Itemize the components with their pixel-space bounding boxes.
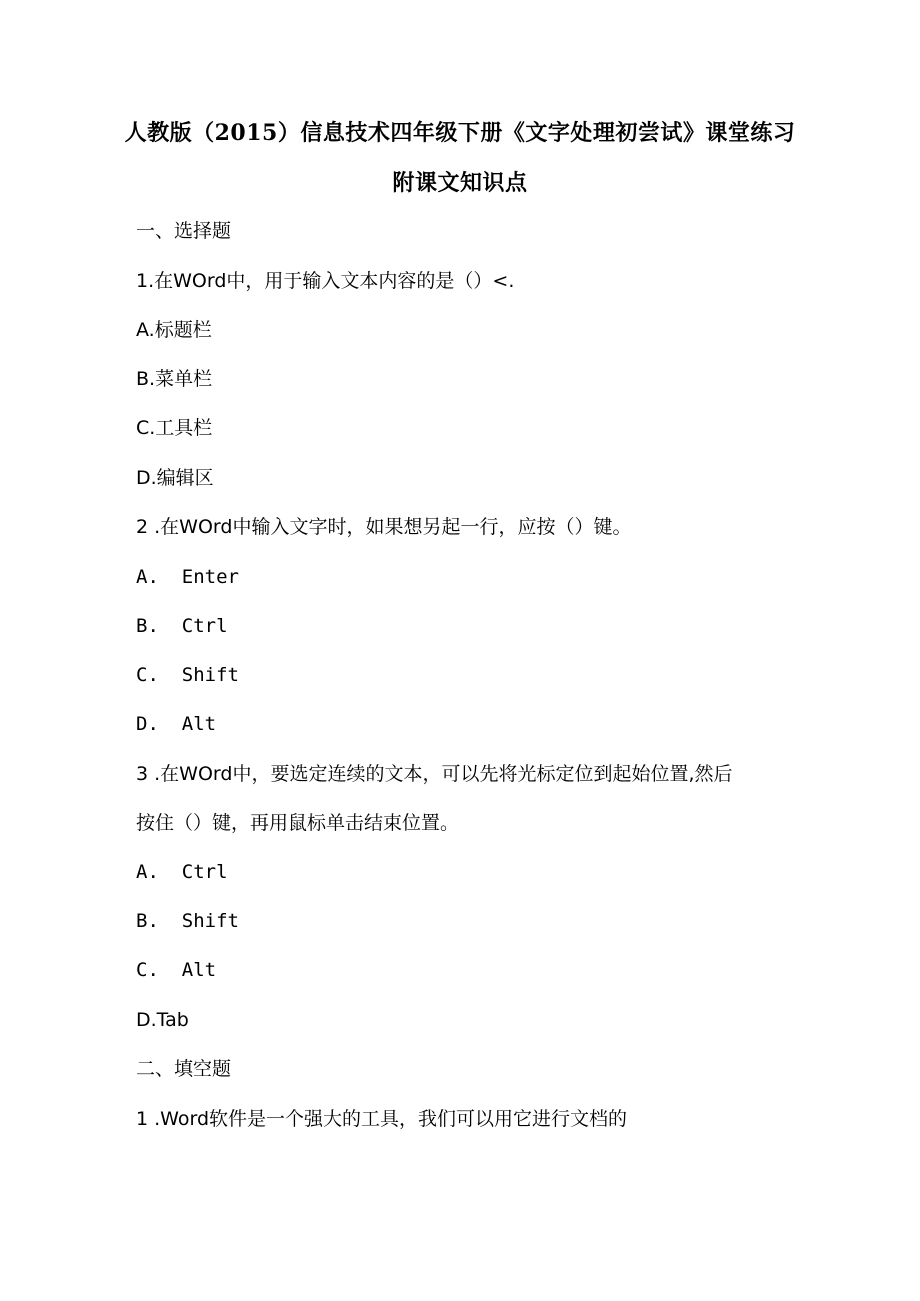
document-title: 人教版（2015）信息技术四年级下册《文字处理初尝试》课堂练习	[124, 120, 796, 146]
question-2-option-b: B. Ctrl	[136, 615, 228, 637]
question-3-stem-line2: 按住（）键，再用鼠标单击结束位置。	[136, 812, 460, 834]
question-2-option-d: D. Alt	[136, 713, 217, 735]
question-1-stem: 1.在WOrd中，用于输入文本内容的是（）<.	[136, 270, 515, 292]
question-1-option-a: A.标题栏	[136, 319, 212, 341]
question-2-option-c: C. Shift	[136, 664, 239, 686]
question-3-option-d: D.Tab	[136, 1009, 189, 1031]
section-heading-fill-in: 二、填空题	[136, 1058, 232, 1080]
question-3-option-a: A. Ctrl	[136, 861, 228, 883]
question-1-option-d: D.编辑区	[136, 467, 214, 489]
question-1-option-b: B.菜单栏	[136, 368, 213, 390]
document-subtitle: 附课文知识点	[392, 170, 528, 196]
question-3-option-b: B. Shift	[136, 910, 239, 932]
section-heading-multiple-choice: 一、选择题	[136, 220, 232, 242]
question-1-option-c: C.工具栏	[136, 417, 213, 439]
question-2-stem: 2 .在WOrd中输入文字时，如果想另起一行，应按（）键。	[136, 516, 632, 538]
question-3-option-c: C. Alt	[136, 959, 217, 981]
fill-question-1: 1 .Word软件是一个强大的工具，我们可以用它进行文档的	[136, 1108, 628, 1130]
question-3-stem-line1: 3 .在WOrd中，要选定连续的文本，可以先将光标定位到起始位置,然后	[136, 763, 733, 785]
question-2-option-a: A. Enter	[136, 566, 239, 588]
